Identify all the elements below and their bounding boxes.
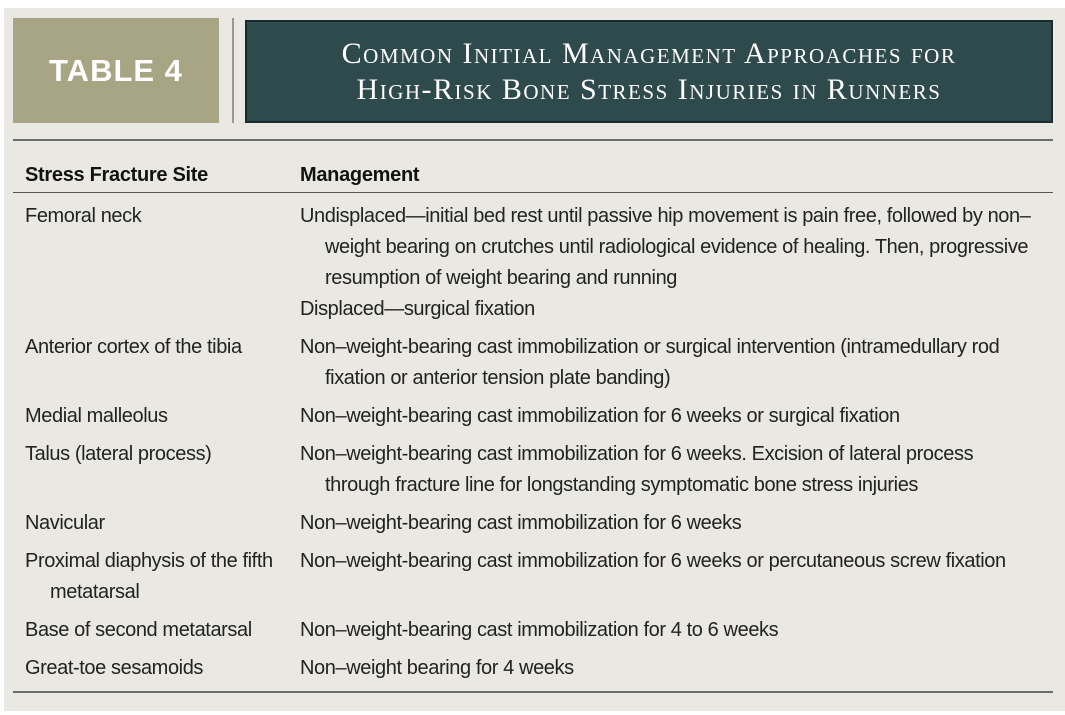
management-text: Non–weight-bearing cast immobilization or surgical intervention (intramedullary rod fixation or anterior tension plate banding)	[300, 336, 1000, 389]
management-text: Displaced—surgical fixation	[300, 298, 535, 320]
management-text: Non–weight-bearing cast immobilization for 6 weeks or surgical fixation	[300, 405, 900, 427]
fracture-site: Anterior cortex of the tibia	[25, 336, 242, 358]
fracture-site: Medial malleolus	[25, 405, 168, 427]
management-text: Non–weight-bearing cast immobilization for 6 weeks or percutaneous screw fixation	[300, 550, 1006, 572]
table-title-line-1: Common Initial Management Approaches for	[341, 36, 957, 70]
table-row	[0, 201, 1061, 325]
table-row	[0, 653, 1061, 684]
table-row	[0, 546, 1061, 608]
table-row	[0, 508, 1061, 539]
table-label: TABLE 4	[13, 18, 219, 123]
management-cell	[300, 508, 1040, 539]
table-row	[0, 439, 1061, 501]
fracture-site: Femoral neck	[25, 205, 142, 227]
fracture-site: Proximal diaphysis of the fifth metatarsal	[25, 550, 273, 603]
management-cell	[300, 546, 1040, 608]
header-divider	[232, 18, 234, 123]
fracture-site: Base of second metatarsal	[25, 619, 252, 641]
management-cell	[300, 439, 1040, 501]
fracture-site: Navicular	[25, 512, 105, 534]
top-rule	[13, 139, 1053, 141]
header-rule	[13, 192, 1053, 193]
management-cell	[300, 615, 1040, 646]
fracture-site: Talus (lateral process)	[25, 443, 212, 465]
management-text: Undisplaced—initial bed rest until passive hip movement is pain free, followed by non–weight bearing on crutches until radiological evidence of healing. Then, progressive resumption of weight bearing and running	[300, 205, 1031, 289]
bottom-rule	[13, 691, 1053, 693]
column-header-site: Stress Fracture Site	[25, 164, 208, 186]
column-header-management: Management	[300, 164, 420, 186]
table-body	[0, 201, 1061, 691]
management-text: Non–weight bearing for 4 weeks	[300, 657, 574, 679]
fracture-site: Great-toe sesamoids	[25, 657, 204, 679]
table-row	[0, 401, 1061, 432]
table-title-line-2: High-Risk Bone Stress Injuries in Runners	[356, 72, 942, 106]
management-cell	[300, 401, 1040, 432]
management-cell	[300, 653, 1040, 684]
management-text: Non–weight-bearing cast immobilization for 6 weeks. Excision of lateral process through fracture line for longstanding symptomatic bone stress injuries	[300, 443, 974, 496]
table-row	[0, 332, 1061, 394]
table-row	[0, 615, 1061, 646]
management-text: Non–weight-bearing cast immobilization for 4 to 6 weeks	[300, 619, 779, 641]
table-title	[245, 20, 1053, 123]
management-cell	[300, 201, 1040, 325]
management-cell	[300, 332, 1040, 394]
management-text: Non–weight-bearing cast immobilization for 6 weeks	[300, 512, 742, 534]
